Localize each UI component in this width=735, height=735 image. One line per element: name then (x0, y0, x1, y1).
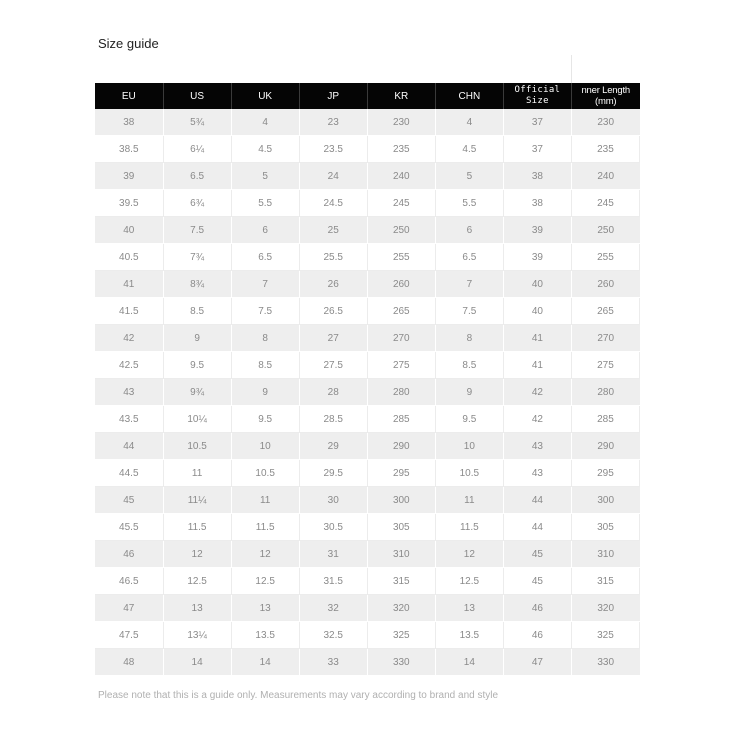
cell-chn: 4.5 (435, 136, 503, 163)
cell-us: 11.5 (163, 514, 231, 541)
cell-kr: 255 (367, 244, 435, 271)
cell-jp: 33 (299, 649, 367, 676)
cell-us: 13 (163, 595, 231, 622)
table-row (95, 514, 640, 541)
cell-us: 7¾ (163, 244, 231, 271)
table-row (95, 379, 640, 406)
cell-us: 7.5 (163, 217, 231, 244)
cell-inner-length-mm: 295 (571, 460, 639, 487)
size-table (95, 83, 640, 676)
cell-eu: 45 (95, 487, 163, 514)
column-header-eu: EU (95, 83, 163, 109)
table-row (95, 109, 640, 136)
cell-official-size: 43 (503, 433, 571, 460)
cell-chn: 12 (435, 541, 503, 568)
cell-chn: 4 (435, 109, 503, 136)
cell-kr: 305 (367, 514, 435, 541)
cell-us: 8.5 (163, 298, 231, 325)
header-row (95, 83, 640, 109)
cell-chn: 8.5 (435, 352, 503, 379)
cell-jp: 32 (299, 595, 367, 622)
table-row (95, 352, 640, 379)
table-row (95, 487, 640, 514)
cell-kr: 315 (367, 568, 435, 595)
cell-jp: 24 (299, 163, 367, 190)
cell-official-size: 42 (503, 379, 571, 406)
table-row (95, 244, 640, 271)
cell-chn: 7 (435, 271, 503, 298)
cell-chn: 8 (435, 325, 503, 352)
cell-uk: 9 (231, 379, 299, 406)
cell-eu: 40.5 (95, 244, 163, 271)
cell-jp: 25.5 (299, 244, 367, 271)
cell-chn: 5 (435, 163, 503, 190)
cell-chn: 11 (435, 487, 503, 514)
cell-kr: 330 (367, 649, 435, 676)
cell-official-size: 40 (503, 271, 571, 298)
cell-inner-length-mm: 250 (571, 217, 639, 244)
cell-inner-length-mm: 275 (571, 352, 639, 379)
cell-eu: 46.5 (95, 568, 163, 595)
cell-us: 8¾ (163, 271, 231, 298)
cell-eu: 45.5 (95, 514, 163, 541)
header-divider-line (571, 55, 572, 83)
cell-jp: 31.5 (299, 568, 367, 595)
cell-official-size: 45 (503, 568, 571, 595)
cell-us: 6.5 (163, 163, 231, 190)
cell-chn: 9.5 (435, 406, 503, 433)
cell-uk: 10 (231, 433, 299, 460)
cell-official-size: 43 (503, 460, 571, 487)
size-table-body (95, 109, 640, 676)
cell-us: 6¾ (163, 190, 231, 217)
cell-inner-length-mm: 290 (571, 433, 639, 460)
cell-kr: 265 (367, 298, 435, 325)
cell-official-size: 41 (503, 325, 571, 352)
cell-chn: 14 (435, 649, 503, 676)
cell-us: 13¼ (163, 622, 231, 649)
cell-kr: 230 (367, 109, 435, 136)
page-title: Size guide (98, 36, 159, 51)
size-table-header (95, 83, 640, 109)
cell-eu: 42.5 (95, 352, 163, 379)
cell-uk: 6.5 (231, 244, 299, 271)
cell-uk: 7 (231, 271, 299, 298)
table-row (95, 433, 640, 460)
cell-chn: 6 (435, 217, 503, 244)
cell-us: 11¼ (163, 487, 231, 514)
cell-inner-length-mm: 330 (571, 649, 639, 676)
cell-chn: 12.5 (435, 568, 503, 595)
cell-inner-length-mm: 315 (571, 568, 639, 595)
cell-kr: 310 (367, 541, 435, 568)
cell-jp: 23.5 (299, 136, 367, 163)
cell-official-size: 39 (503, 217, 571, 244)
cell-uk: 11.5 (231, 514, 299, 541)
cell-jp: 31 (299, 541, 367, 568)
cell-inner-length-mm: 280 (571, 379, 639, 406)
cell-us: 5¾ (163, 109, 231, 136)
cell-jp: 29 (299, 433, 367, 460)
cell-inner-length-mm: 245 (571, 190, 639, 217)
cell-uk: 4.5 (231, 136, 299, 163)
cell-inner-length-mm: 255 (571, 244, 639, 271)
cell-jp: 26.5 (299, 298, 367, 325)
cell-uk: 14 (231, 649, 299, 676)
cell-chn: 13 (435, 595, 503, 622)
cell-chn: 5.5 (435, 190, 503, 217)
cell-us: 14 (163, 649, 231, 676)
cell-inner-length-mm: 320 (571, 595, 639, 622)
table-row (95, 649, 640, 676)
column-header-uk: UK (231, 83, 299, 109)
cell-eu: 41.5 (95, 298, 163, 325)
table-row (95, 271, 640, 298)
cell-jp: 25 (299, 217, 367, 244)
table-row (95, 622, 640, 649)
cell-eu: 43 (95, 379, 163, 406)
cell-kr: 285 (367, 406, 435, 433)
cell-eu: 38 (95, 109, 163, 136)
table-row (95, 298, 640, 325)
cell-kr: 270 (367, 325, 435, 352)
cell-eu: 41 (95, 271, 163, 298)
cell-jp: 26 (299, 271, 367, 298)
cell-inner-length-mm: 305 (571, 514, 639, 541)
cell-chn: 10.5 (435, 460, 503, 487)
cell-uk: 5.5 (231, 190, 299, 217)
cell-eu: 47 (95, 595, 163, 622)
cell-inner-length-mm: 270 (571, 325, 639, 352)
cell-us: 9¾ (163, 379, 231, 406)
cell-official-size: 41 (503, 352, 571, 379)
cell-us: 9.5 (163, 352, 231, 379)
cell-uk: 13 (231, 595, 299, 622)
column-header-jp: JP (299, 83, 367, 109)
cell-official-size: 44 (503, 487, 571, 514)
cell-uk: 10.5 (231, 460, 299, 487)
cell-uk: 13.5 (231, 622, 299, 649)
cell-official-size: 42 (503, 406, 571, 433)
table-row (95, 460, 640, 487)
cell-chn: 7.5 (435, 298, 503, 325)
cell-eu: 48 (95, 649, 163, 676)
cell-eu: 44 (95, 433, 163, 460)
cell-us: 11 (163, 460, 231, 487)
cell-inner-length-mm: 325 (571, 622, 639, 649)
cell-eu: 39.5 (95, 190, 163, 217)
cell-jp: 24.5 (299, 190, 367, 217)
cell-uk: 12 (231, 541, 299, 568)
cell-eu: 44.5 (95, 460, 163, 487)
cell-jp: 32.5 (299, 622, 367, 649)
cell-chn: 10 (435, 433, 503, 460)
cell-eu: 47.5 (95, 622, 163, 649)
cell-uk: 8 (231, 325, 299, 352)
cell-kr: 275 (367, 352, 435, 379)
cell-inner-length-mm: 230 (571, 109, 639, 136)
cell-kr: 245 (367, 190, 435, 217)
cell-official-size: 46 (503, 622, 571, 649)
cell-eu: 46 (95, 541, 163, 568)
table-row (95, 217, 640, 244)
table-row (95, 595, 640, 622)
column-header-chn: CHN (435, 83, 503, 109)
cell-chn: 9 (435, 379, 503, 406)
cell-jp: 27.5 (299, 352, 367, 379)
cell-official-size: 38 (503, 190, 571, 217)
cell-kr: 320 (367, 595, 435, 622)
cell-official-size: 37 (503, 136, 571, 163)
cell-uk: 11 (231, 487, 299, 514)
cell-official-size: 37 (503, 109, 571, 136)
cell-chn: 11.5 (435, 514, 503, 541)
disclaimer-note: Please note that this is a guide only. Measurements may vary according to brand and style (98, 690, 499, 701)
cell-official-size: 45 (503, 541, 571, 568)
cell-inner-length-mm: 235 (571, 136, 639, 163)
cell-uk: 8.5 (231, 352, 299, 379)
cell-jp: 27 (299, 325, 367, 352)
table-row (95, 406, 640, 433)
table-row (95, 325, 640, 352)
cell-jp: 28.5 (299, 406, 367, 433)
cell-kr: 235 (367, 136, 435, 163)
cell-uk: 7.5 (231, 298, 299, 325)
cell-jp: 30.5 (299, 514, 367, 541)
cell-official-size: 38 (503, 163, 571, 190)
table-row (95, 190, 640, 217)
cell-official-size: 44 (503, 514, 571, 541)
cell-jp: 23 (299, 109, 367, 136)
cell-kr: 260 (367, 271, 435, 298)
cell-us: 12.5 (163, 568, 231, 595)
table-row (95, 541, 640, 568)
table-row (95, 136, 640, 163)
cell-inner-length-mm: 260 (571, 271, 639, 298)
cell-uk: 6 (231, 217, 299, 244)
cell-us: 12 (163, 541, 231, 568)
cell-uk: 4 (231, 109, 299, 136)
cell-kr: 240 (367, 163, 435, 190)
cell-jp: 28 (299, 379, 367, 406)
cell-eu: 43.5 (95, 406, 163, 433)
column-header-inner-length-mm: nner Length (mm) (571, 83, 639, 109)
cell-official-size: 40 (503, 298, 571, 325)
cell-kr: 280 (367, 379, 435, 406)
cell-eu: 38.5 (95, 136, 163, 163)
cell-inner-length-mm: 300 (571, 487, 639, 514)
cell-official-size: 46 (503, 595, 571, 622)
cell-kr: 290 (367, 433, 435, 460)
cell-kr: 295 (367, 460, 435, 487)
cell-chn: 6.5 (435, 244, 503, 271)
cell-inner-length-mm: 310 (571, 541, 639, 568)
column-header-official-size: Official Size (503, 83, 571, 109)
cell-us: 9 (163, 325, 231, 352)
cell-inner-length-mm: 265 (571, 298, 639, 325)
cell-us: 10.5 (163, 433, 231, 460)
column-header-us: US (163, 83, 231, 109)
cell-eu: 42 (95, 325, 163, 352)
cell-official-size: 39 (503, 244, 571, 271)
cell-us: 6¼ (163, 136, 231, 163)
cell-inner-length-mm: 285 (571, 406, 639, 433)
cell-jp: 30 (299, 487, 367, 514)
cell-eu: 40 (95, 217, 163, 244)
cell-us: 10¼ (163, 406, 231, 433)
cell-kr: 300 (367, 487, 435, 514)
cell-uk: 9.5 (231, 406, 299, 433)
cell-chn: 13.5 (435, 622, 503, 649)
table-row (95, 163, 640, 190)
cell-official-size: 47 (503, 649, 571, 676)
cell-kr: 325 (367, 622, 435, 649)
column-header-kr: KR (367, 83, 435, 109)
cell-eu: 39 (95, 163, 163, 190)
cell-uk: 5 (231, 163, 299, 190)
cell-jp: 29.5 (299, 460, 367, 487)
cell-uk: 12.5 (231, 568, 299, 595)
cell-kr: 250 (367, 217, 435, 244)
table-row (95, 568, 640, 595)
cell-inner-length-mm: 240 (571, 163, 639, 190)
